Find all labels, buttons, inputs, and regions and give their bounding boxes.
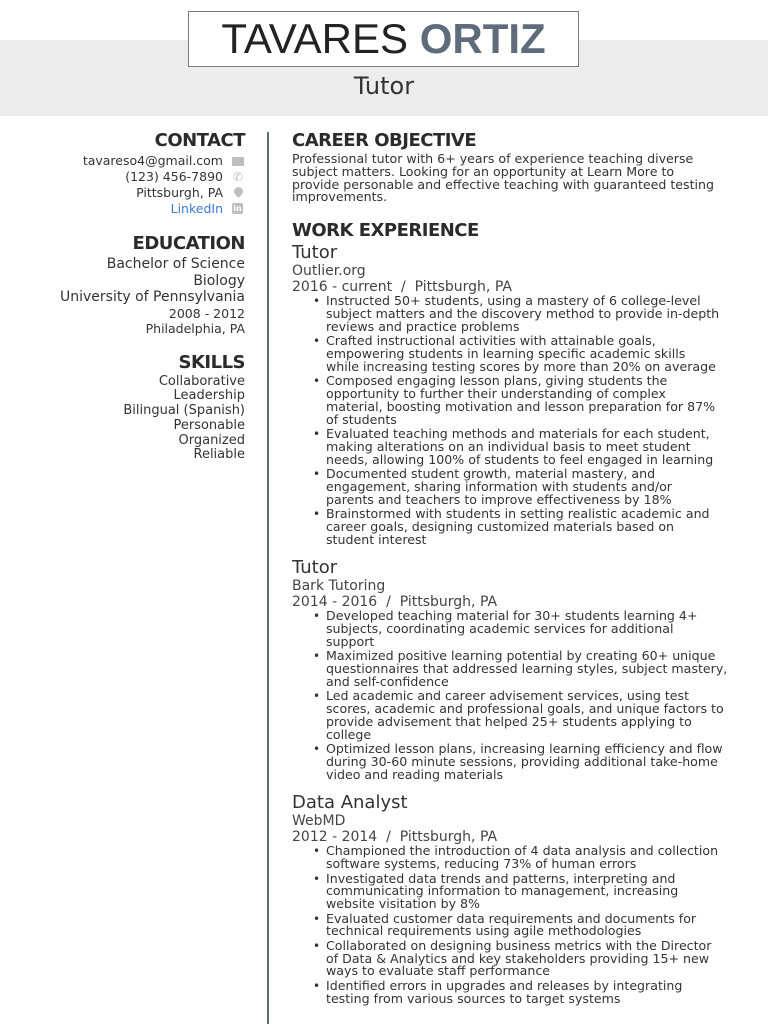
education-degree: Bachelor of Science <box>106 256 245 272</box>
bullet-line: provide advisement that helped 25+ students applying to <box>326 713 692 729</box>
job-bullet <box>326 610 742 648</box>
bullet-line: Documented student growth, material mastery, and <box>326 465 656 481</box>
job-company: Outlier.org <box>292 263 366 280</box>
objective-line: improvements. <box>292 189 388 205</box>
objective-line: provide personable and effective teaching with guaranteed testing <box>292 176 715 192</box>
bullet-line: college <box>326 726 372 742</box>
bullet-line: Collaborated on designing business metrics with the Director <box>326 937 712 953</box>
job-dates-location: 2012 - 2014 / Pittsburgh, PA <box>292 829 498 846</box>
job-bullet <box>326 977 742 1006</box>
job-bullet <box>326 465 742 507</box>
education-field: Biology <box>193 272 245 289</box>
job-bullet <box>326 425 742 467</box>
bullet-line: opportunity to further their understanding of complex <box>326 385 666 401</box>
job-bullet <box>326 845 742 871</box>
skills-heading: SKILLS <box>178 351 245 373</box>
job-bullet <box>326 335 742 373</box>
bullet-line: of Data & Analytics and key stakeholders providing 15+ new <box>326 950 710 966</box>
bullet-line: needs, allowing 100% of students to feel engaged in learning <box>326 451 714 467</box>
skill-item: Collaborative <box>158 373 245 389</box>
contact-heading: CONTACT <box>154 130 245 151</box>
job-bullet <box>326 910 742 939</box>
skills-list <box>20 375 245 464</box>
bullet-line: subjects, coordinating academic services for additional <box>326 621 674 637</box>
contact-phone <box>20 169 245 185</box>
job-bullets <box>292 845 742 1005</box>
bullet-line: Evaluated customer data requirements and documents for <box>326 910 697 926</box>
job-company: WebMD <box>292 813 346 830</box>
name-box <box>188 11 579 67</box>
phone-text: (123) 456-7890 <box>125 169 223 184</box>
location-text: Pittsburgh, PA <box>136 185 223 200</box>
bullet-line: video and reading materials <box>326 766 504 782</box>
right-column <box>292 130 742 1007</box>
linkedin-icon: in <box>233 204 242 213</box>
experience-heading: WORK EXPERIENCE <box>292 220 479 242</box>
bullet-line: software systems, reducing 73% of human errors <box>326 856 637 872</box>
skill-item: Bilingual (Spanish) <box>123 403 245 419</box>
job-dates-location: 2016 - current / Pittsburgh, PA <box>292 279 512 296</box>
bullet-line: reviews and practice problems <box>326 318 520 334</box>
job-bullets <box>292 295 742 546</box>
first-name: TAVARES <box>221 15 409 62</box>
bullet-line: Instructed 50+ students, using a mastery of 6 college-level <box>326 293 701 309</box>
left-column <box>20 130 245 463</box>
bullet-line: scores, academic and professional goals, and unique factors to <box>326 701 724 717</box>
linkedin-link[interactable]: LinkedIn <box>170 201 223 216</box>
bullet-line: Investigated data trends and patterns, interpreting and <box>326 870 676 886</box>
bullet-line: Championed the introduction of 4 data analysis and collection <box>326 843 719 859</box>
job-bullet <box>326 937 742 979</box>
job-entry <box>292 793 742 1005</box>
job-bullet <box>326 743 742 781</box>
bullet-line: Led academic and career advisement services, using test <box>326 688 690 704</box>
last-name: ORTIZ <box>419 15 546 62</box>
location-pin-icon <box>232 187 245 199</box>
job-title: Tutor <box>292 242 338 264</box>
education-location: Philadelphia, PA <box>145 320 245 336</box>
bullet-line: subject matters and the discovery method to provide in-depth <box>326 305 720 321</box>
education-heading: EDUCATION <box>132 233 245 254</box>
job-bullets <box>292 610 742 781</box>
bullet-line: while increasing testing scores by more than 20% on average <box>326 358 716 374</box>
job-title: Tutor <box>292 557 338 579</box>
job-entry <box>292 243 742 546</box>
bullet-line: parents and teachers to improve effectiveness by 18% <box>326 491 672 507</box>
bullet-line: Optimized lesson plans, increasing learning efficiency and flow <box>326 741 723 757</box>
skill-item: Leadership <box>173 388 245 404</box>
bullet-line: during 30-60 minute sessions, providing additional take-home <box>326 753 718 769</box>
bullet-line: support <box>326 633 375 649</box>
bullet-line: empowering students in learning specific academic skills <box>326 345 686 361</box>
objective-line: Professional tutor with 6+ years of experience teaching diverse <box>292 151 694 166</box>
job-bullet <box>326 375 742 426</box>
job-bullet <box>326 870 742 912</box>
objective-line: subject matters. Looking for an opportunity at Learn More to <box>292 163 675 179</box>
bullet-line: Identified errors in upgrades and releases by integrating <box>326 977 683 993</box>
job-title: Data Analyst <box>292 792 408 814</box>
bullet-line: material, boosting motivation and lesson preparation for 87% <box>326 398 716 414</box>
bullet-line: Brainstormed with students in setting realistic academic and <box>326 505 710 521</box>
bullet-line: website visitation by 8% <box>326 896 481 912</box>
education-school: University of Pennsylvania <box>60 289 245 305</box>
bullet-line: and self-confidence <box>326 673 449 689</box>
bullet-line: student interest <box>326 531 427 547</box>
jobs-list <box>292 243 742 1005</box>
phone-icon: ✆ <box>233 170 244 184</box>
bullet-line: Crafted instructional activities with attainable goals, <box>326 333 656 349</box>
bullet-line: of students <box>326 411 397 427</box>
bullet-line: career goals, designing customized materials based on <box>326 518 675 534</box>
bullet-line: engagement, sharing information with students and/or <box>326 478 672 494</box>
education-years: 2008 - 2012 <box>168 305 245 321</box>
bullet-line: Developed teaching material for 30+ students learning 4+ <box>326 608 698 624</box>
objective-heading: CAREER OBJECTIVE <box>292 130 477 151</box>
bullet-line: questionnaires that addressed learning styles, subject mastery, <box>326 661 728 677</box>
skill-item: Organized <box>178 432 245 448</box>
contact-location <box>20 185 245 201</box>
email-text[interactable]: tavareso4@gmail.com <box>82 153 223 168</box>
job-dates-location: 2014 - 2016 / Pittsburgh, PA <box>292 594 498 611</box>
bullet-line: ways to evaluate staff performance <box>326 963 551 979</box>
objective-text <box>292 153 742 204</box>
skill-item: Reliable <box>193 447 245 463</box>
column-divider <box>267 132 269 1024</box>
job-bullet <box>326 650 742 688</box>
bullet-line: technical requirements using agile methodologies <box>326 923 642 939</box>
bullet-line: Composed engaging lesson plans, giving students the <box>326 373 668 389</box>
bullet-line: testing from various sources to target systems <box>326 990 621 1006</box>
role-title: Tutor <box>353 72 415 100</box>
job-bullet <box>326 295 742 333</box>
bullet-line: making alterations on an individual basis to meet student <box>326 438 691 454</box>
bullet-line: communicating information to management, increasing <box>326 883 679 899</box>
bullet-line: Maximized positive learning potential by creating 60+ unique <box>326 648 716 664</box>
bullet-line: Evaluated teaching methods and materials for each student, <box>326 425 710 441</box>
job-bullet <box>326 505 742 547</box>
contact-linkedin[interactable] <box>20 201 245 217</box>
job-bullet <box>326 690 742 741</box>
job-entry <box>292 558 742 781</box>
contact-email[interactable] <box>20 153 245 169</box>
mail-icon <box>232 155 245 167</box>
skill-item: Personable <box>173 417 245 433</box>
job-company: Bark Tutoring <box>292 578 386 595</box>
